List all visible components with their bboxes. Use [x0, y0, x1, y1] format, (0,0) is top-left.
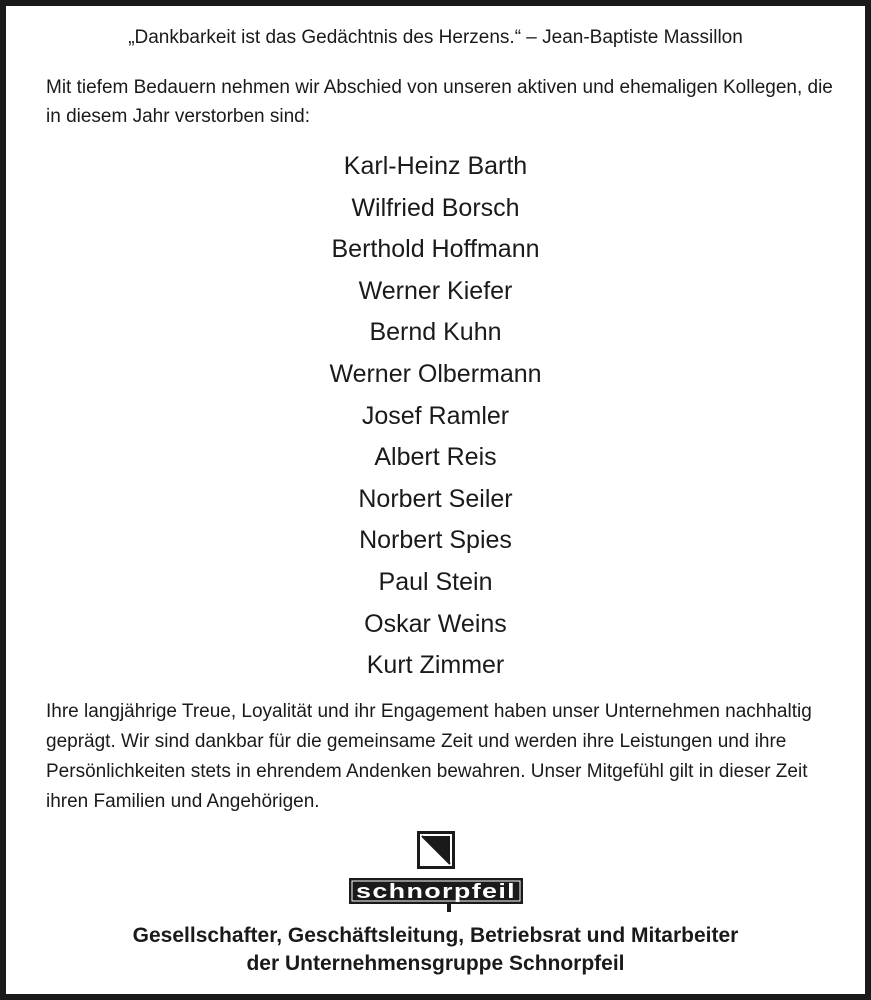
- wordmark-text: schnorpfeil: [356, 881, 516, 903]
- name-item: Wilfried Borsch: [351, 193, 520, 222]
- diagonal-triangle-square-icon: [417, 831, 455, 869]
- name-item: Paul Stein: [378, 567, 493, 596]
- name-item: Kurt Zimmer: [366, 651, 505, 680]
- signature-line: Gesellschafter, Geschäftsleitung, Betriebsrat und Mitarbeiter: [132, 924, 739, 947]
- intro-paragraph: Mit tiefem Bedauern nehmen wir Abschied von unseren aktiven und ehemaligen Kollegen, die in diesem Jahr verstorben sind:: [46, 77, 833, 127]
- signature-line: der Unternehmensgruppe Schnorpfeil: [246, 952, 625, 975]
- name-item: Bernd Kuhn: [369, 318, 502, 347]
- closing-paragraph: Ihre langjährige Treue, Loyalität und ihr Engagement haben unser Unternehmen nachhaltig geprägt. Wir sind dankbar für die gemeinsame Zeit und werden ihre Leistungen und ihre Persönlichkeiten stets in ehrendem Andenken bewahren. Unser Mitgefühl gilt in dieser Zeit ihren Familien und Angehörigen.: [46, 701, 812, 812]
- name-item: Albert Reis: [374, 443, 497, 472]
- name-item: Karl-Heinz Barth: [343, 152, 528, 180]
- deceased-names-list: [0, 146, 871, 687]
- name-item: Werner Kiefer: [358, 276, 513, 305]
- name-item: Josef Ramler: [361, 401, 510, 430]
- company-wordmark-logo: [349, 876, 523, 912]
- signature-block: [0, 922, 871, 978]
- name-item: Oskar Weins: [364, 609, 507, 638]
- epigraph-quote: „Dankbarkeit ist das Gedächtnis des Herzens.“ – Jean-Baptiste Massillon: [128, 27, 743, 48]
- name-item: Werner Olbermann: [329, 359, 542, 388]
- name-item: Norbert Spies: [359, 526, 512, 555]
- name-item: Berthold Hoffmann: [331, 235, 540, 264]
- name-item: Norbert Seiler: [358, 484, 513, 513]
